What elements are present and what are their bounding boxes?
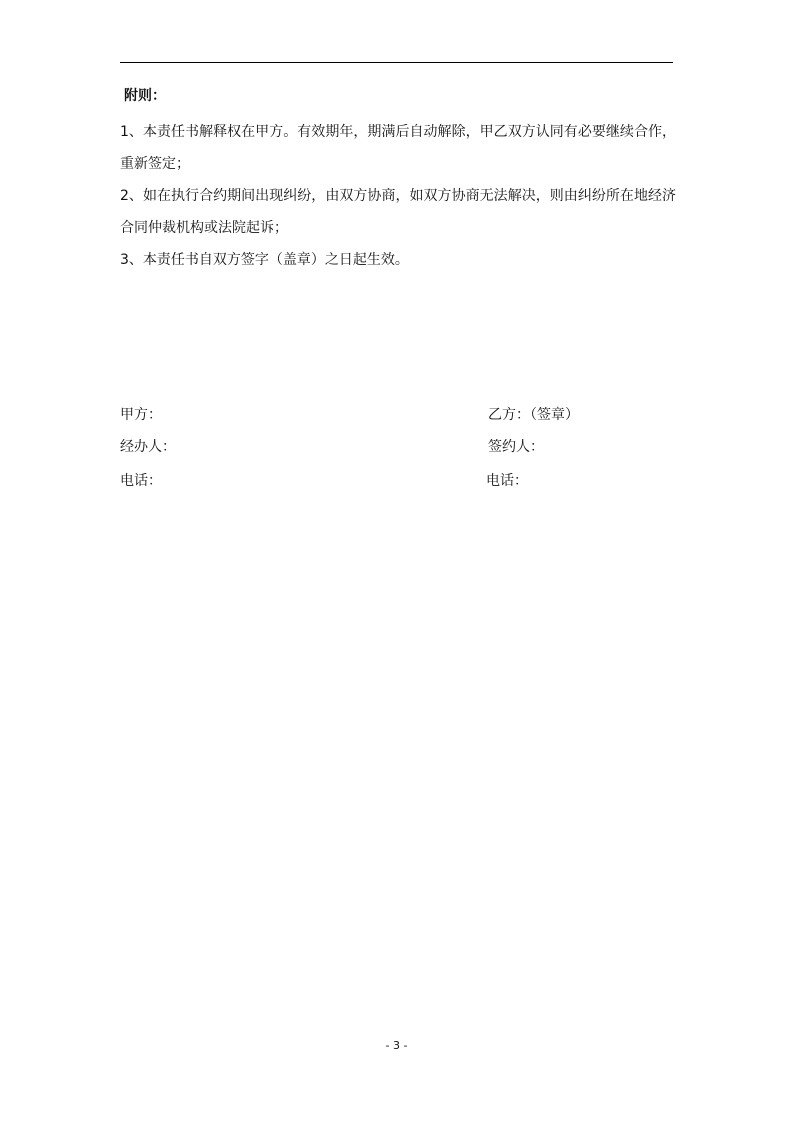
header-rule: [120, 62, 673, 63]
appendix-clause-2: 2、如在执行合约期间出现纠纷，由双方协商，如双方协商无法解决，则由纠纷所在地经济合同仲裁机构或法院起诉；: [120, 188, 676, 236]
appendix-clause-3: 3、本责任书自双方签字（盖章）之日起生效。: [120, 252, 409, 268]
party-a-label: 甲方：: [120, 407, 162, 423]
page-number: - 3 -: [385, 1039, 408, 1052]
party-b-phone-label: 电话：: [486, 473, 528, 489]
party-b-signer-label: 签约人：: [488, 439, 544, 455]
appendix-heading: 附则：: [124, 88, 166, 104]
party-a-phone-label: 电话：: [120, 473, 162, 489]
appendix-clause-1: 1、本责任书解释权在甲方。有效期年，期满后自动解除，甲乙双方认同有必要继续合作，重新签定；: [120, 124, 676, 172]
party-b-label: 乙方：（签章）: [488, 407, 579, 423]
party-a-agent-label: 经办人：: [120, 439, 176, 455]
